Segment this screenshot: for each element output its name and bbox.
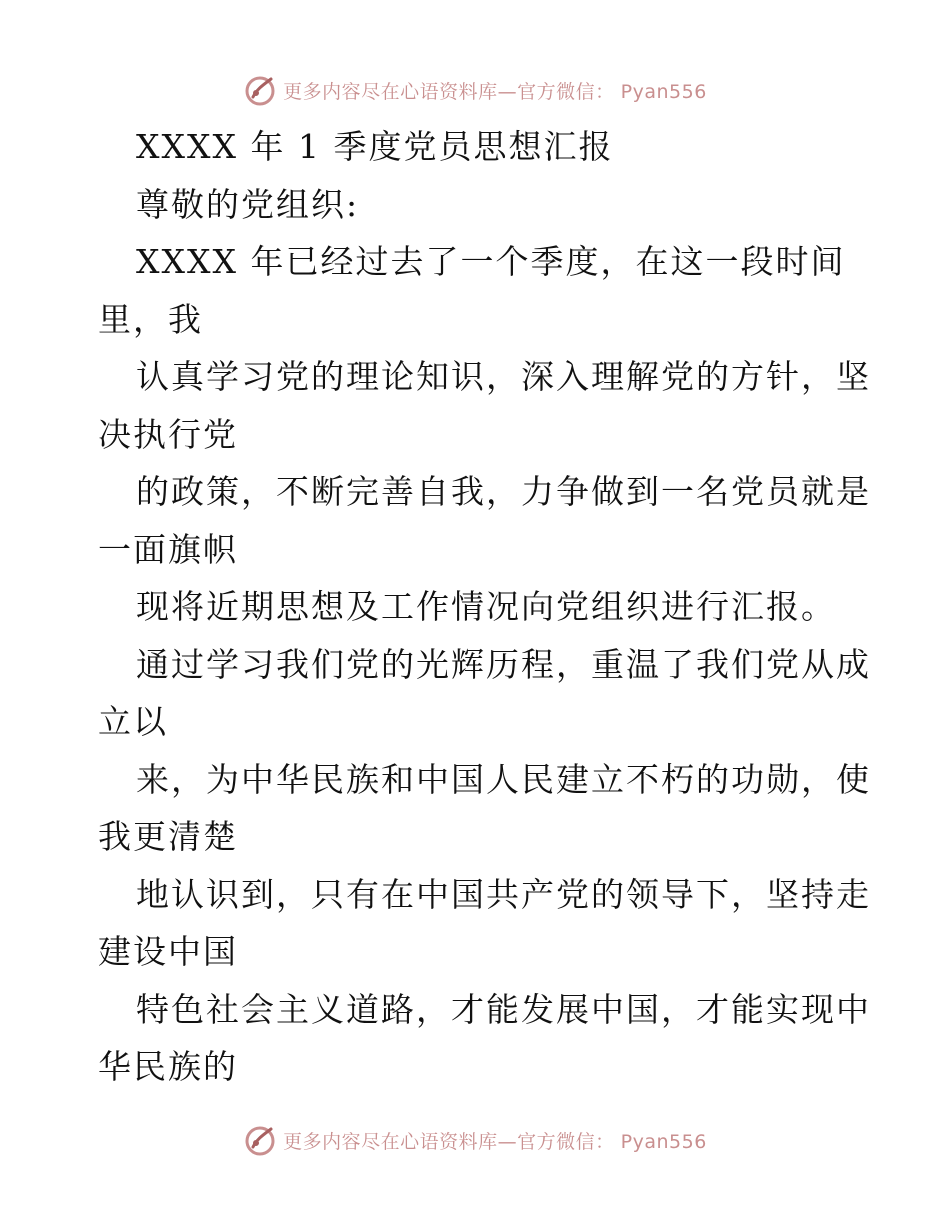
text-line: 尊敬的党组织: xyxy=(136,184,360,224)
text-line: 立以 xyxy=(98,702,168,741)
header-watermark xyxy=(0,70,950,110)
text-line: 一面旗帜 xyxy=(98,529,238,569)
footer-watermark xyxy=(0,1120,950,1160)
text-line: XXXX 年已经过去了一个季度，在这一段时间 xyxy=(136,242,846,281)
text-line: 我更清楚 xyxy=(98,817,238,856)
text-line: XXXX 年 1 季度党员思想汇报 xyxy=(136,127,614,166)
brush-seal-icon xyxy=(243,73,277,107)
text-line: 建设中国 xyxy=(98,932,238,971)
text-line: 的政策，不断完善自我，力争做到一名党员就是 xyxy=(136,472,871,511)
text-line: 华民族的 xyxy=(98,1047,238,1086)
text-line: 里，我 xyxy=(98,299,203,339)
brush-seal-icon xyxy=(243,1123,277,1157)
text-line: 决执行党 xyxy=(98,414,238,454)
text-line: 认真学习党的理论知识，深入理解党的方针，坚 xyxy=(136,357,871,396)
text-line: 特色社会主义道路，才能发展中国，才能实现中 xyxy=(136,989,871,1029)
text-line: 通过学习我们党的光辉历程，重温了我们党从成 xyxy=(136,644,871,684)
watermark-text: 更多内容尽在心语资料库—官方微信： Pyan556 xyxy=(283,1130,707,1153)
watermark-text: 更多内容尽在心语资料库—官方微信： Pyan556 xyxy=(283,80,707,103)
document-body xyxy=(0,118,950,1096)
text-line: 现将近期思想及工作情况向党组织进行汇报。 xyxy=(136,587,836,626)
text-line: 地认识到，只有在中国共产党的领导下，坚持走 xyxy=(136,874,871,914)
text-line: 来，为中华民族和中国人民建立不朽的功勋，使 xyxy=(136,759,871,799)
